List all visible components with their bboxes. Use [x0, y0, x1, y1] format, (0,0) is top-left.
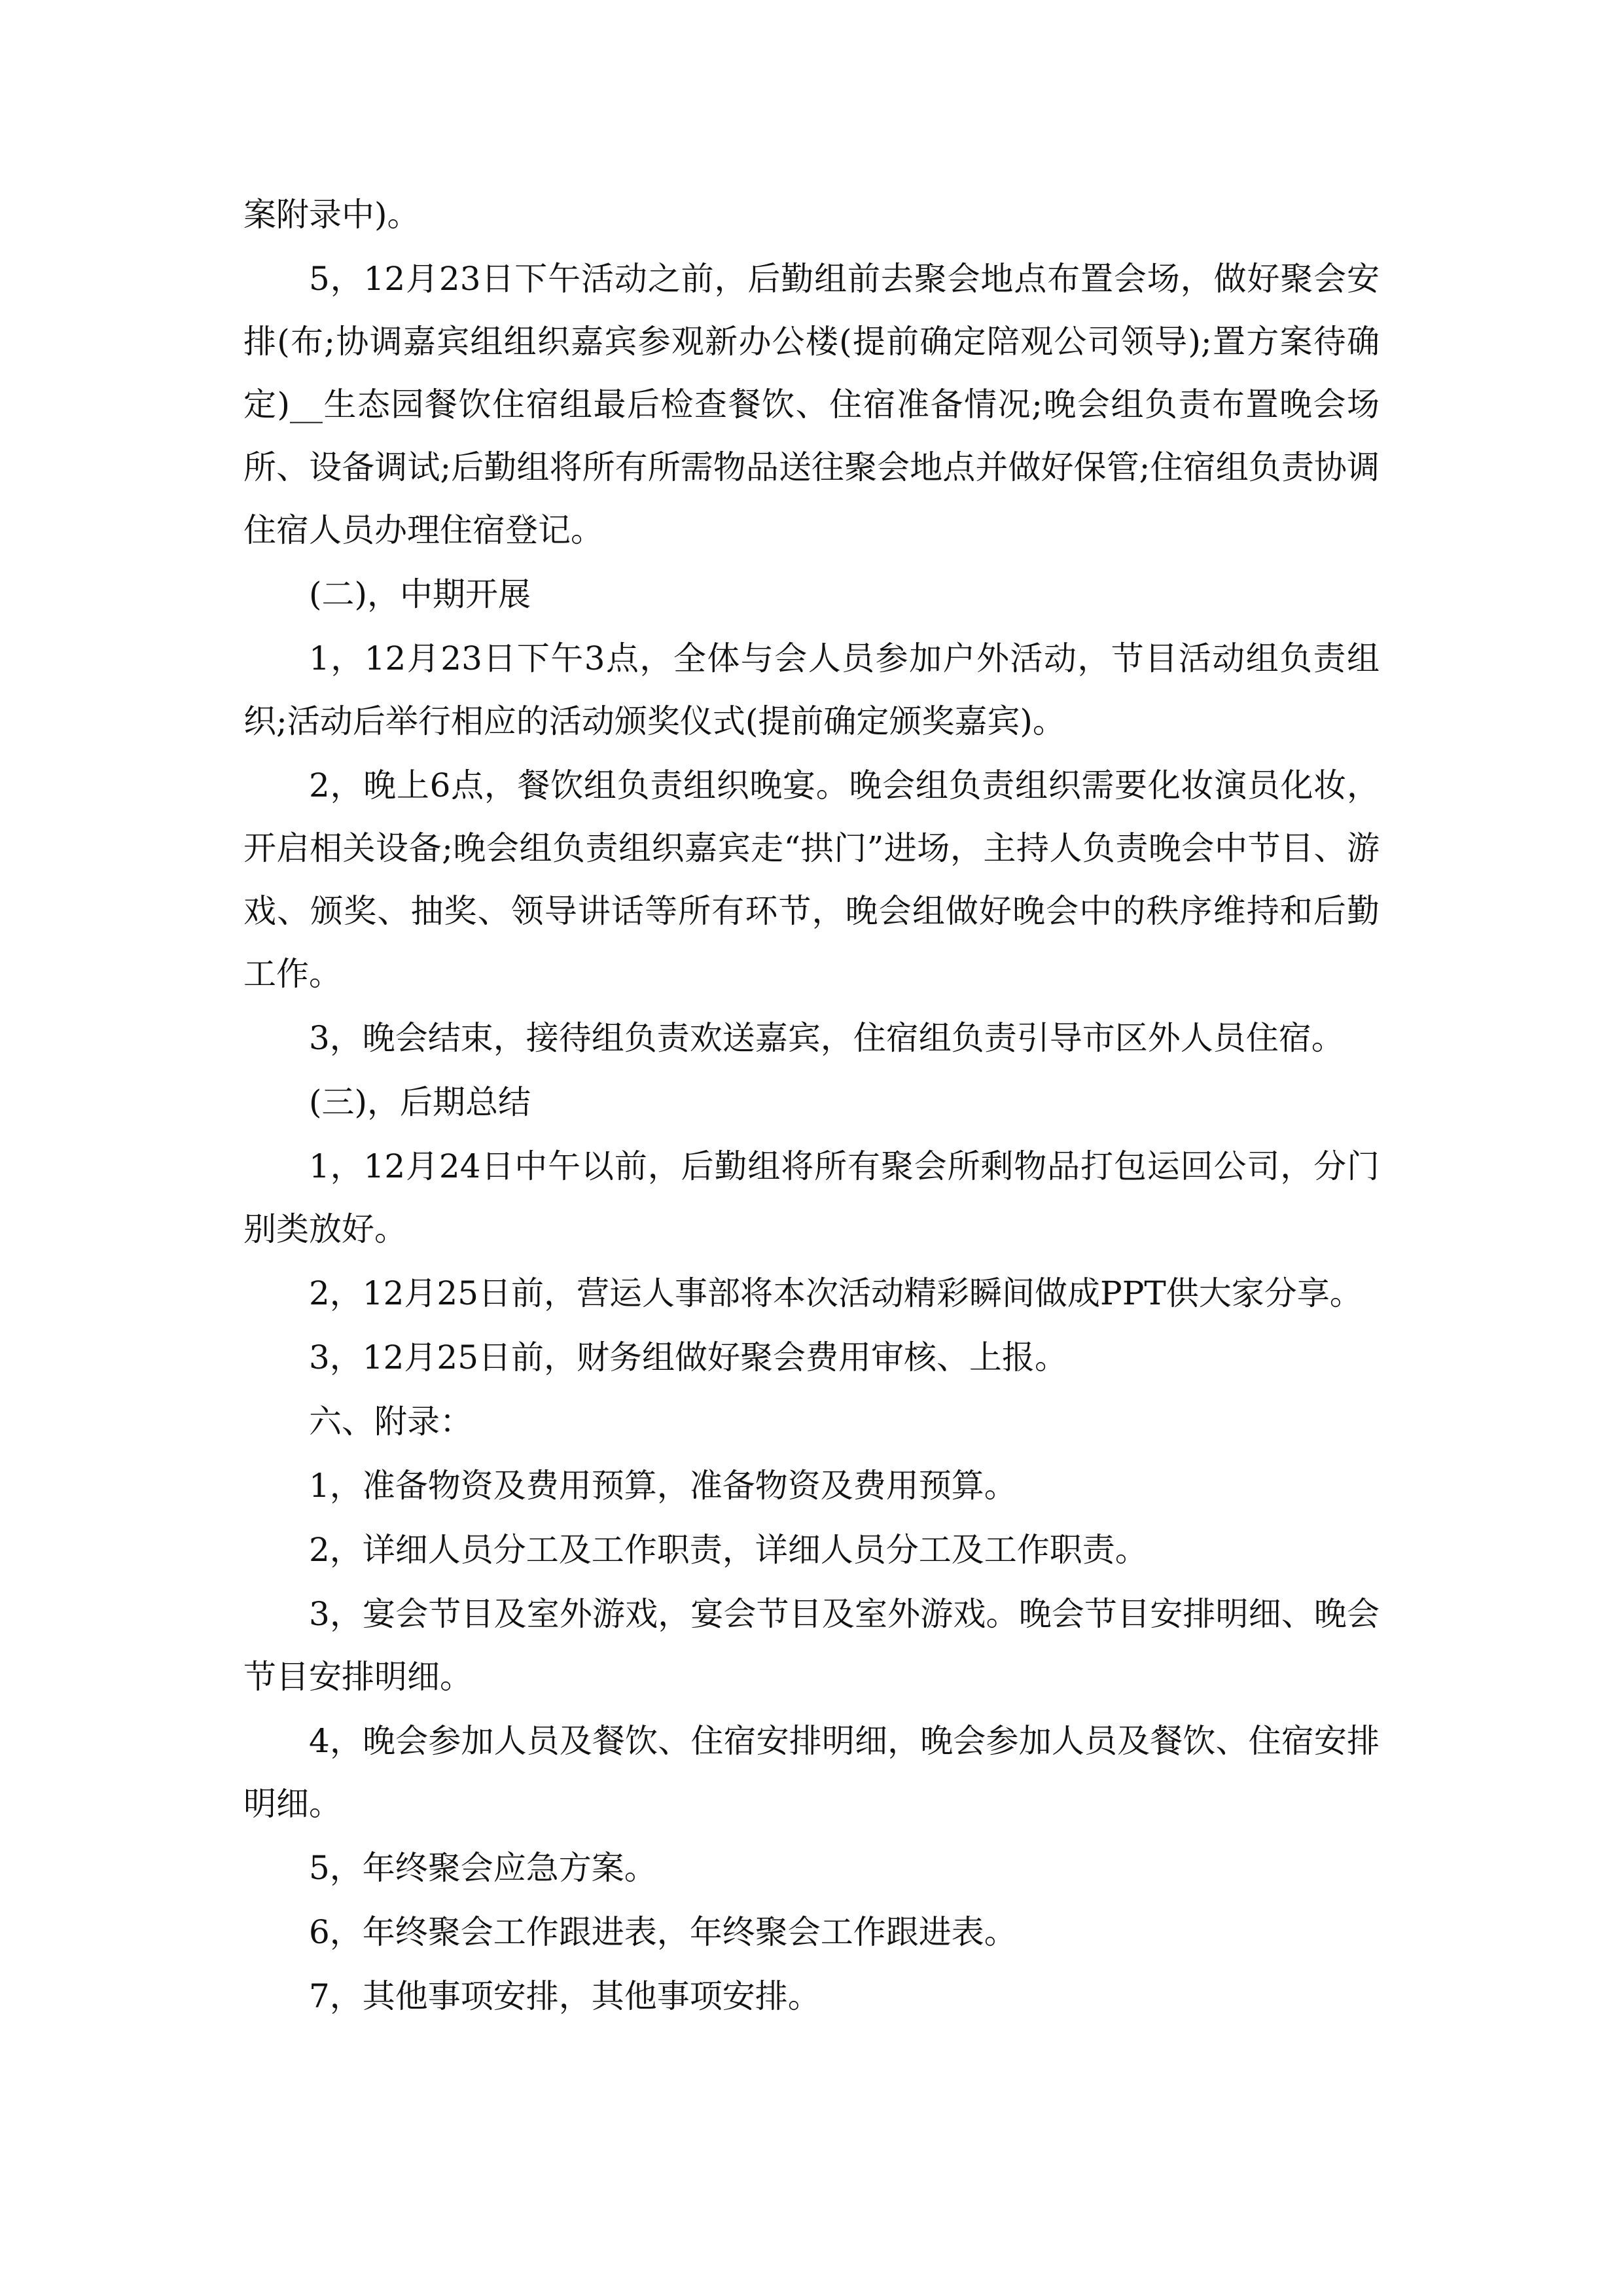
paragraph-appendix-item-4: 4，晚会参加人员及餐饮、住宿安排明细，晚会参加人员及餐饮、住宿安排明细。 [243, 1722, 1380, 1823]
section-heading-summary-phase: (三)，后期总结 [309, 1083, 531, 1121]
section-heading-appendix: 六、附录： [309, 1403, 473, 1441]
paragraph-appendix-item-5: 5，年终聚会应急方案。 [309, 1849, 657, 1887]
paragraph-summary-item-2: 2，12月25日前，营运人事部将本次活动精彩瞬间做成PPT供大家分享。 [309, 1274, 1363, 1312]
paragraph-appendix-item-2: 2，详细人员分工及工作职责，详细人员分工及工作职责。 [309, 1531, 1148, 1569]
paragraph-mid-item-2: 2，晚上6点，餐饮组负责组织晚宴。晚会组负责组织需要化妆演员化妆，开启相关设备;晚会组负责组织嘉宾走“拱门”进场，主持人负责晚会中节目、游戏、颁奖、抽奖、领导讲话等所有环节，晚会组做好晚会中的秩序维持和后勤工作。 [243, 766, 1380, 993]
paragraph-item-5-setup: 5，12月23日下午活动之前，后勤组前去聚会地点布置会场，做好聚会安排(布;协调嘉宾组组织嘉宾参观新办公楼(提前确定陪观公司领导);置方案待确定)__生态园餐饮住宿组最后检查餐饮、住宿准备情况;晚会组负责布置晚会场所、设备调试;后勤组将所有所需物品送往聚会地点并做好保管;住宿组负责协调住宿人员办理住宿登记。 [243, 260, 1380, 549]
paragraph-summary-item-3: 3，12月25日前，财务组做好聚会费用审核、上报。 [309, 1338, 1068, 1376]
paragraph-mid-item-1: 1，12月23日下午3点，全体与会人员参加户外活动，节目活动组负责组织;活动后举行相应的活动颁奖仪式(提前确定颁奖嘉宾)。 [243, 639, 1380, 740]
section-heading-mid-phase: (二)，中期开展 [309, 575, 531, 613]
paragraph-appendix-item-1: 1，准备物资及费用预算，准备物资及费用预算。 [309, 1467, 1017, 1505]
paragraph-appendix-item-3: 3，宴会节目及室外游戏，宴会节目及室外游戏。晚会节目安排明细、晚会节目安排明细。 [243, 1595, 1380, 1696]
paragraph-summary-item-1: 1，12月24日中午以前，后勤组将所有聚会所剩物品打包运回公司，分门别类放好。 [243, 1147, 1380, 1248]
document-body [243, 183, 1380, 2029]
paragraph-appendix-item-6: 6，年终聚会工作跟进表，年终聚会工作跟进表。 [309, 1913, 1017, 1951]
paragraph-mid-item-3: 3，晚会结束，接待组负责欢送嘉宾，住宿组负责引导市区外人员住宿。 [309, 1019, 1344, 1057]
paragraph-continuation: 案附录中)。 [243, 196, 420, 234]
paragraph-appendix-item-7: 7，其他事项安排，其他事项安排。 [309, 1977, 821, 2015]
